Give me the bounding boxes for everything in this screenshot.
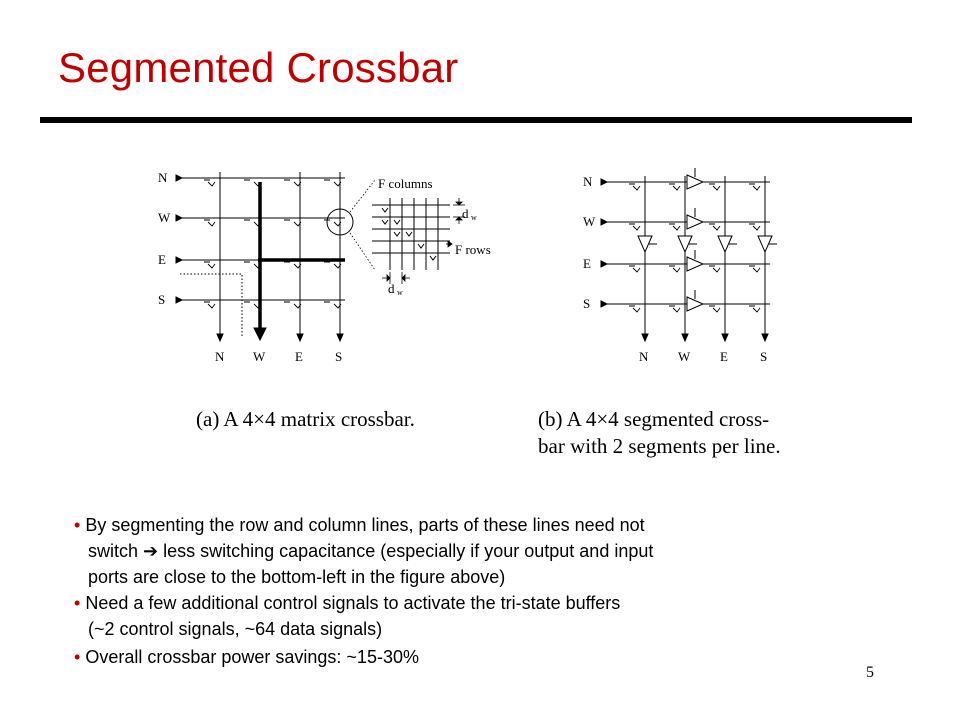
- row-label-n: N: [158, 170, 168, 185]
- row-label-s: S: [158, 292, 166, 307]
- dim-label-sub-bottom: w: [397, 288, 403, 297]
- bullet-1-line1: By segmenting the row and column lines, parts of these lines need not: [85, 515, 645, 535]
- col-label-s: S: [335, 349, 343, 364]
- bullet-dot-icon: •: [74, 593, 81, 613]
- zoom-detail-grid: [372, 198, 450, 270]
- col-label-n-b: N: [639, 349, 649, 364]
- dim-label-sub: w: [471, 213, 477, 222]
- dim-label-d: d: [462, 206, 469, 221]
- bullet-item-1: [74, 512, 894, 590]
- bullet-1-line3: ports are close to the bottom-left in the figure above): [88, 567, 506, 587]
- bullet-2-line1: Need a few additional control signals to activate the tri-state buffers: [85, 593, 621, 613]
- figure-b-caption-line1: (b) A 4×4 segmented cross-: [538, 407, 770, 431]
- bullet-1-line2: switch ➔ less switching capacitance (especially if your output and input: [88, 541, 654, 561]
- matrix-crossbar-diagram: [150, 160, 510, 380]
- row-label-s-b: S: [583, 296, 591, 311]
- zoom-label-columns: F columns: [378, 176, 433, 191]
- slide-title: Segmented Crossbar: [58, 44, 459, 91]
- bullet-dot-icon: •: [74, 647, 81, 667]
- dim-label-d-bottom: d: [388, 281, 395, 296]
- col-label-s-b: S: [760, 349, 768, 364]
- col-label-e-b: E: [720, 349, 728, 364]
- segmented-crossbar-diagram: [575, 160, 795, 380]
- row-label-w-b: W: [583, 214, 596, 229]
- bullet-item-2: [74, 590, 894, 642]
- figure-b-caption: [538, 406, 781, 460]
- bullet-dot-icon: •: [74, 515, 81, 535]
- zoom-label-rows: F rows: [455, 242, 491, 257]
- col-label-w-b: W: [678, 349, 691, 364]
- bullet-item-3: [74, 644, 894, 670]
- col-label-n: N: [215, 349, 225, 364]
- col-label-e: E: [295, 349, 303, 364]
- bullet-list: [74, 512, 894, 670]
- bullet-2-line2: (~2 control signals, ~64 data signals): [88, 619, 383, 639]
- col-label-w: W: [253, 349, 266, 364]
- row-label-w: W: [158, 210, 171, 225]
- row-label-e: E: [158, 252, 166, 267]
- figure-b-caption-line2: bar with 2 segments per line.: [538, 434, 781, 458]
- bullet-3-line1: Overall crossbar power savings: ~15-30%: [85, 647, 419, 667]
- page-number: 5: [866, 664, 874, 681]
- row-label-e-b: E: [583, 256, 591, 271]
- column-tristate-buffers: [638, 236, 777, 252]
- figure-a-caption: (a) A 4×4 matrix crossbar.: [196, 407, 415, 431]
- dotted-path: [180, 274, 242, 338]
- row-label-n-b: N: [583, 174, 593, 189]
- title-divider: [40, 117, 912, 123]
